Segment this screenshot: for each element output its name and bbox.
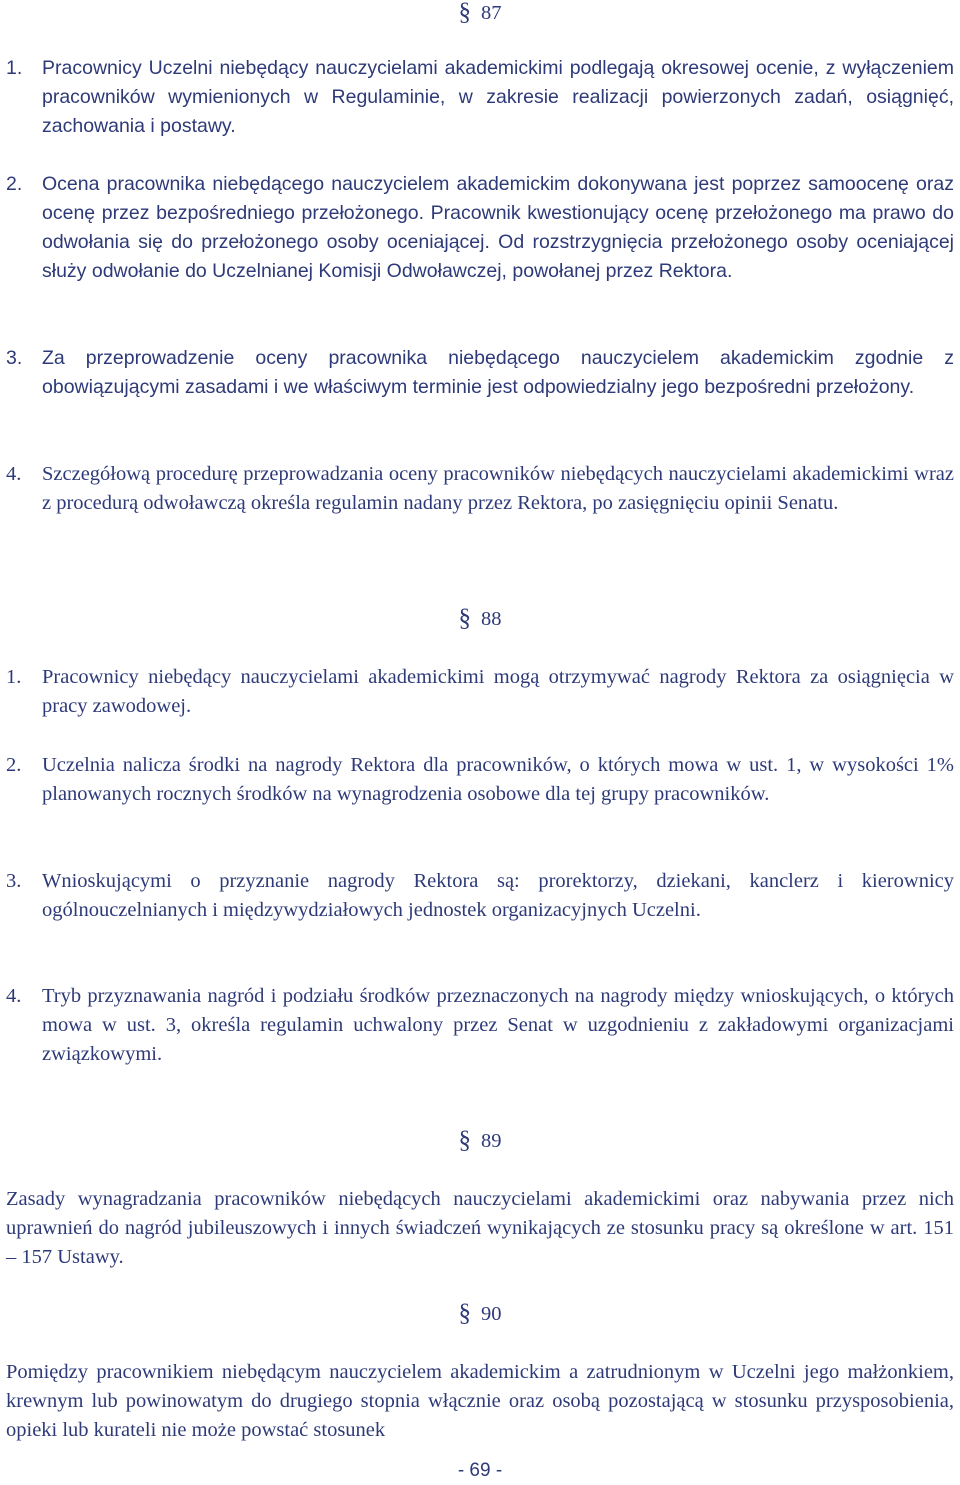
paragraph-87-1	[6, 54, 954, 141]
paragraph-number: 1.	[6, 666, 22, 688]
paragraph-number: 1.	[6, 57, 23, 79]
section-number: 89	[481, 1130, 502, 1152]
paragraph-text: Ocena pracownika niebędącego nauczycielem akademickim dokonywana jest poprzez samoocenę oraz ocenę przez bezpośredniego przełożonego. Pracownik kwestionujący ocenę przełożonego ma prawo do odwołania się do przełożonego osoby oceniającej. Od rozstrzygnięcia przełożonego osoby oceniającej służy odwołanie do Uczelnianej Komisji Odwoławczej, powołanej przez Rektora.	[42, 173, 954, 282]
paragraph-text: Wnioskującymi o przyznanie nagrody Rektora są: prorektorzy, dziekani, kanclerz i kierownicy ogólnouczelnianych i międzywydziałowych jednostek organizacyjnych Uczelni.	[42, 870, 954, 921]
paragraph-number: 2.	[6, 754, 22, 776]
paragraph-number: 4.	[6, 985, 22, 1007]
section-symbol: §	[458, 1127, 471, 1154]
section-symbol: §	[458, 0, 471, 26]
section-symbol: §	[458, 605, 471, 632]
paragraph-88-3	[6, 867, 954, 925]
paragraph-87-4	[6, 460, 954, 518]
section-heading-90	[0, 1299, 960, 1329]
section-heading-88	[0, 604, 960, 634]
page-number: - 69 -	[457, 1460, 503, 1481]
paragraph-87-2	[6, 170, 954, 286]
paragraph-number: 4.	[6, 463, 22, 485]
paragraph-text: Szczegółową procedurę przeprowadzania oceny pracowników niebędących nauczycielami akademickimi wraz z procedurą odwoławczą określa regulamin nadany przez Rektora, po zasięgnięciu opinii Senatu.	[42, 463, 954, 514]
paragraph-text: Tryb przyznawania nagród i podziału środków przeznaczonych na nagrody między wnioskujących, o których mowa w ust. 3, określa regulamin uchwalony przez Senat w uzgodnieniu z zakładowymi organizacjami związkowymi.	[42, 985, 954, 1065]
section-number: 90	[481, 1303, 502, 1325]
paragraph-88-4	[6, 982, 954, 1069]
paragraph-89: Zasady wynagradzania pracowników niebędących nauczycielami akademickimi oraz nabywania przez nich uprawnień do nagród jubileuszowych i innych świadczeń wynikających ze stosunku pracy są określone w art. 151 – 157 Ustawy.	[6, 1188, 954, 1268]
paragraph-87-3	[6, 344, 954, 402]
section-symbol: §	[458, 1300, 471, 1327]
paragraph-number: 2.	[6, 173, 23, 195]
section-number: 87	[481, 2, 502, 24]
paragraph-88-1	[6, 663, 954, 721]
paragraph-text: Uczelnia nalicza środki na nagrody Rektora dla pracowników, o których mowa w ust. 1, w wysokości 1% planowanych rocznych środków na wynagrodzenia osobowe dla tej grupy pracowników.	[42, 754, 954, 805]
paragraph-number: 3.	[6, 347, 23, 369]
paragraph-number: 3.	[6, 870, 22, 892]
section-number: 88	[481, 608, 502, 630]
paragraph-90: Pomiędzy pracownikiem niebędącym nauczycielem akademickim a zatrudnionym w Uczelni jego małżonkiem, krewnym lub powinowatym do drugiego stopnia włącznie oraz osobą pozostającą w stosunku przysposobienia, opieki lub kurateli nie może powstać stosunek	[6, 1361, 954, 1441]
section-heading-89	[0, 1126, 960, 1156]
paragraph-text: Pracownicy Uczelni niebędący nauczycielami akademickimi podlegają okresowej ocenie, z wyłączeniem pracowników wymienionych w Regulaminie, w zakresie realizacji powierzonych zadań, osiągnięć, zachowania i postawy.	[42, 57, 954, 137]
section-heading-87	[0, 0, 960, 28]
paragraph-88-2	[6, 751, 954, 809]
paragraph-text: Pracownicy niebędący nauczycielami akademickimi mogą otrzymywać nagrody Rektora za osiągnięcia w pracy zawodowej.	[42, 666, 954, 717]
paragraph-text: Za przeprowadzenie oceny pracownika niebędącego nauczycielem akademickim zgodnie z obowiązującymi zasadami i we właściwym terminie jest odpowiedzialny jego bezpośredni przełożony.	[42, 347, 954, 398]
